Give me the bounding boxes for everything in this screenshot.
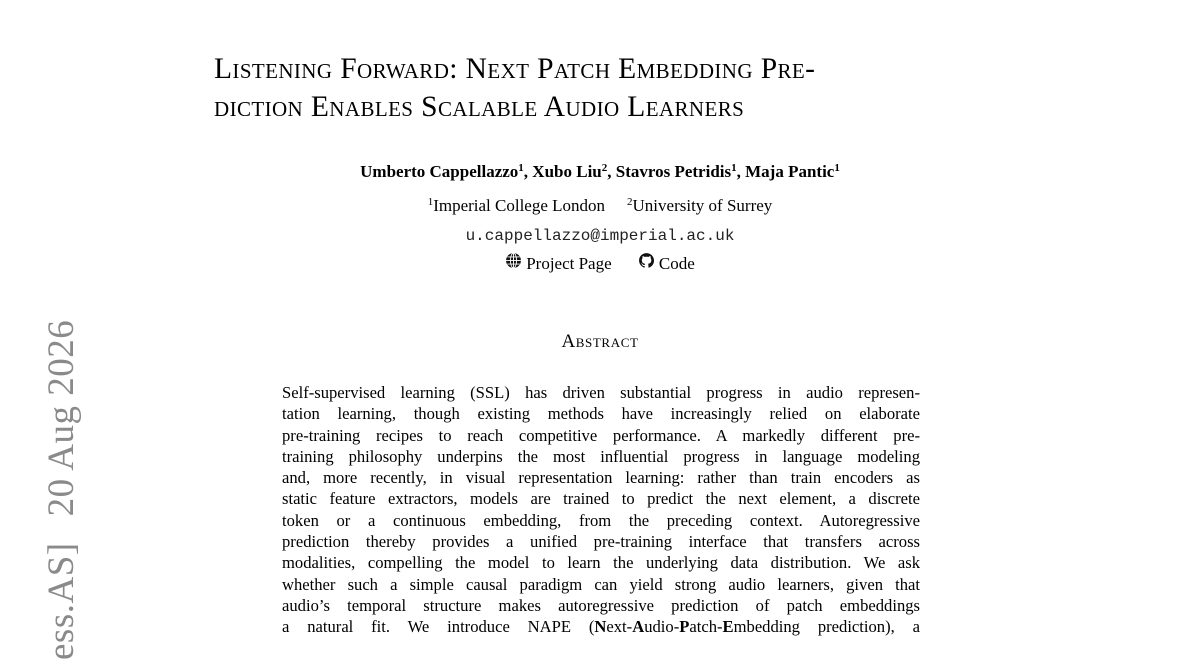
code-link[interactable] [638, 252, 695, 276]
abstract-line: pre-training recipes to reach competitive performance. A markedly different pre- [282, 425, 920, 445]
author-name: Umberto Cappellazzo [360, 162, 519, 181]
arxiv-category: ess.AS] [41, 542, 82, 660]
project-page-link[interactable] [505, 252, 611, 276]
title-line-1: Listening Forward: Next Patch Embedding Pre- [214, 53, 816, 85]
github-icon [638, 252, 655, 276]
resource-links [0, 252, 1200, 276]
author-affiliation-mark: 2 [601, 162, 608, 174]
abstract-heading: Abstract [561, 331, 639, 352]
abstract-line: static feature extractors, models are trained to predict the next element, a discrete [282, 489, 920, 509]
author-affiliation-mark: 1 [834, 162, 840, 174]
abstract-line: audio’s temporal structure makes autoregressive prediction of patch embeddings [282, 595, 920, 615]
abstract-line: Self-supervised learning (SSL) has driven substantial progress in audio represen- [282, 383, 920, 402]
author-affiliation-mark: 1 [731, 162, 737, 174]
code-label: Code [658, 254, 695, 273]
abstract-line: tation learning, though existing methods have increasingly relied on elaborate [282, 404, 920, 424]
title-line-2: diction Enables Scalable Audio Learners [214, 91, 745, 123]
abstract-line: token or a continuous embedding, from the preceding context. Autoregressive [282, 510, 920, 530]
abstract-line: modalities, compelling the model to learn the underlying data distribution. We ask [282, 553, 920, 573]
project-page-label: Project Page [526, 254, 612, 273]
author-list: Umberto Cappellazzo$^1$, Xubo Liu$^2$, Stavros Petridis$^1$, Maja Pantic$^1$ [360, 162, 840, 181]
affiliation-name: Imperial College London [433, 196, 606, 215]
affiliation-name: University of Surrey [632, 196, 773, 215]
abstract-line: whether such a simple causal paradigm can yield strong audio learners, given that [282, 574, 920, 594]
author-affiliation-mark: 1 [518, 162, 524, 174]
paper-title [214, 50, 1034, 126]
affiliation-list [0, 194, 1200, 218]
abstract-line: training philosophy underpins the most influential progress in language modeling [282, 446, 920, 466]
author-name: Maja Pantic [745, 162, 835, 181]
abstract-line: and, more recently, in visual representation learning: rather than train encoders as [282, 468, 920, 488]
author-name: Stavros Petridis [615, 162, 732, 181]
affiliation-number: 1 [427, 196, 434, 208]
contact-email[interactable]: u.cappellazzo@imperial.ac.uk [465, 227, 735, 245]
author-name: Xubo Liu [532, 162, 602, 181]
affiliation-number: 2 [627, 196, 633, 208]
arxiv-date: 20 Aug 2026 [41, 319, 82, 517]
abstract-line: prediction thereby provides a unified pre-training interface that transfers across [282, 532, 920, 552]
globe-icon [505, 252, 522, 276]
abstract-body [282, 382, 920, 638]
abstract-line-nape: a natural fit. We introduce NAPE (Next-Audio-Patch-Embedding prediction), a [282, 617, 921, 637]
